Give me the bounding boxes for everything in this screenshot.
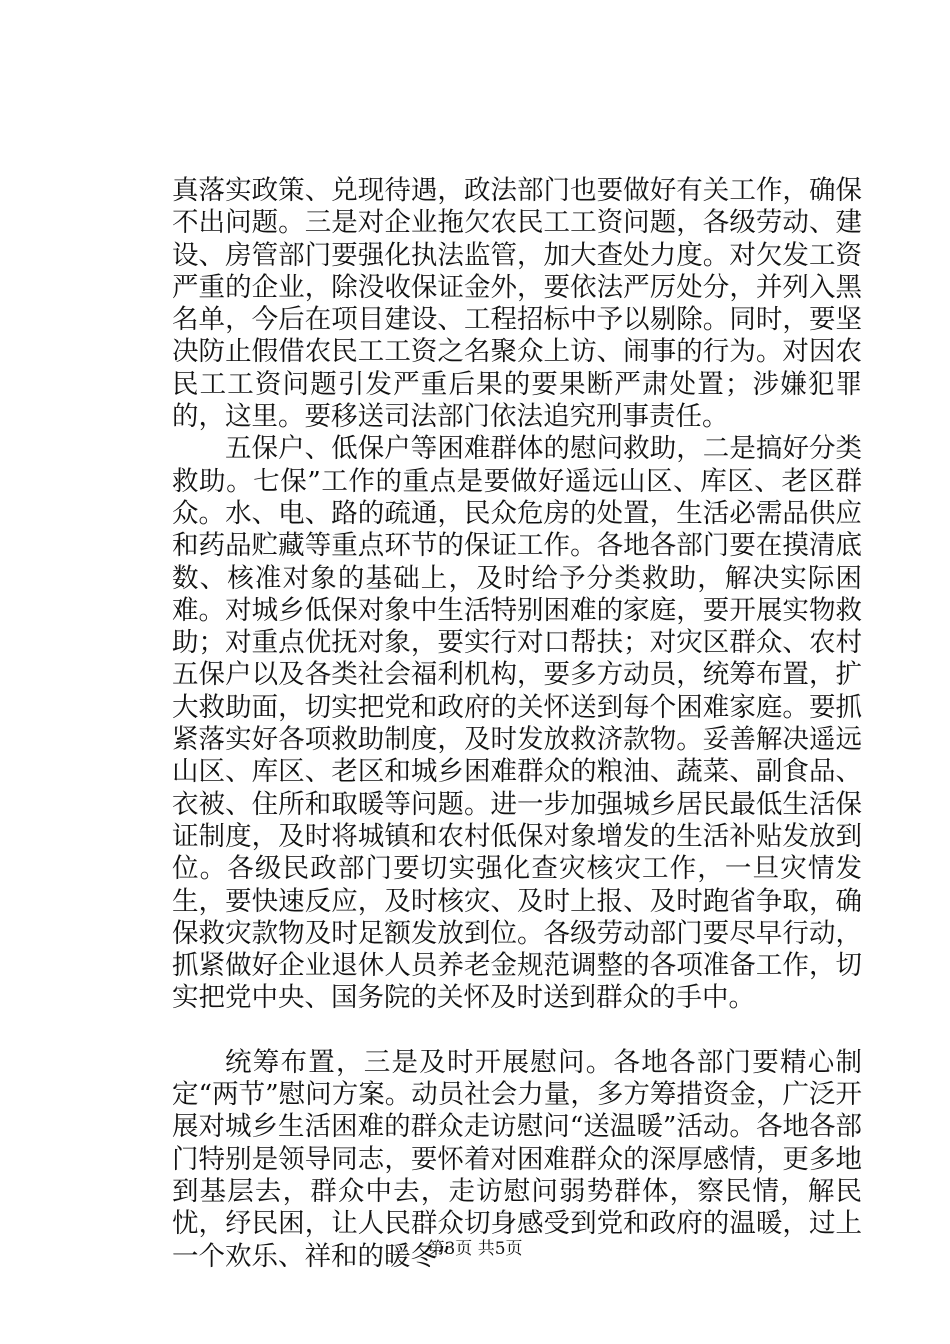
- paragraph-gap: [172, 1015, 862, 1047]
- document-body: [172, 175, 862, 1273]
- paragraph-relief-assistance: 五保户、低保户等困难群体的慰问救助，二是搞好分类救助。七保”工作的重点是要做好遥远山区、库区、老区群众。水、电、路的疏通，民众危房的处置，生活必需品供应和药品贮藏等重点环节的保证工作。各地各部门要在摸清底数、核准对象的基础上，及时给予分类救助，解决实际困难。对城乡低保对象中生活特别困难的家庭，要开展实物救助；对重点优抚对象，要实行对口帮扶；对灾区群众、农村五保户以及各类社会福利机构，要多方动员，统筹布置，扩大救助面，切实把党和政府的关怀送到每个困难家庭。要抓紧落实好各项救助制度，及时发放救济款物。妥善解决遥远山区、库区、老区和城乡困难群众的粮油、蔬菜、副食品、衣被、住所和取暖等问题。进一步加强城乡居民最低生活保证制度，及时将城镇和农村低保对象增发的生活补贴发放到位。各级民政部门要切实强化查灾核灾工作，一旦灾情发生，要快速反应，及时核灾、及时上报、及时跑省争取，确保救灾款物及时足额发放到位。各级劳动部门要尽早行动，抓紧做好企业退休人员养老金规范调整的各项准备工作，切实把党中央、国务院的关怀及时送到群众的手中。: [172, 433, 862, 1014]
- paragraph-continuation: 真落实政策、兑现待遇，政法部门也要做好有关工作，确保不出问题。三是对企业拖欠农民工工资问题，各级劳动、建设、房管部门要强化执法监管，加大查处力度。对欠发工资严重的企业，除没收保证金外，要依法严厉处分，并列入黑名单，今后在项目建设、工程招标中予以剔除。同时，要坚决防止假借农民工工资之名聚众上访、闹事的行为。对因农民工工资问题引发严重后果的要果断严肃处置；涉嫌犯罪的，这里。要移送司法部门依法追究刑事责任。: [172, 175, 862, 433]
- page-number-footer: 第3页 共5页: [427, 1239, 523, 1259]
- paragraph-holiday-visits: 统筹布置，三是及时开展慰问。各地各部门要精心制定“两节”慰问方案。动员社会力量，多方筹措资金，广泛开展对城乡生活困难的群众走访慰问“送温暖”活动。各地各部门特别是领导同志，要怀着对困难群众的深厚感情，更多地到基层去，群众中去，走访慰问弱势群体，察民情，解民忧，纾民困，让人民群众切身感受到党和政府的温暖，过上一个欢乐、祥和的暖冬”: [172, 1046, 862, 1272]
